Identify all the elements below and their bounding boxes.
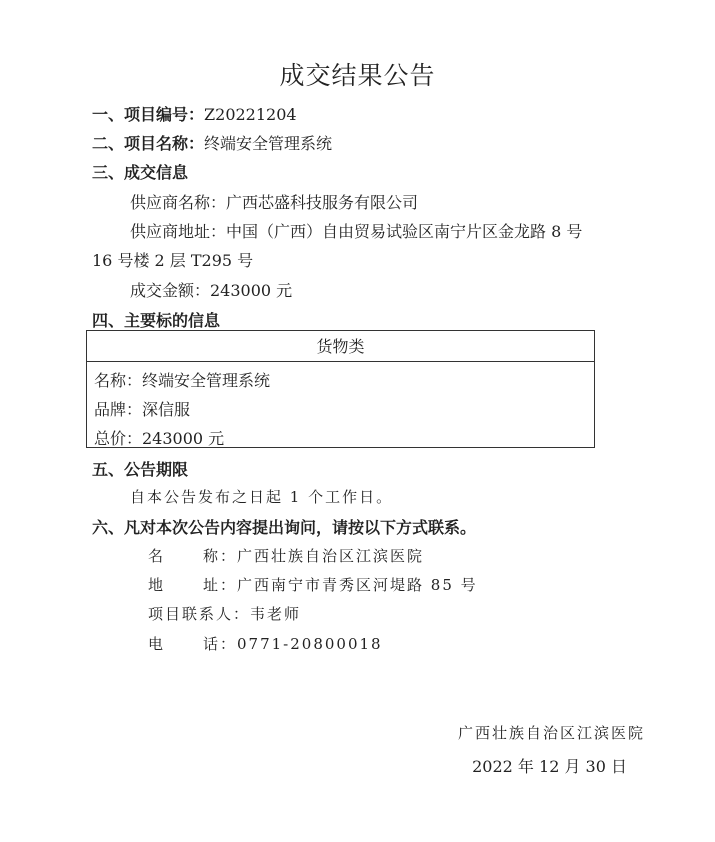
goods-table-header: 货物类	[87, 331, 594, 362]
page-title: 成交结果公告	[279, 61, 436, 90]
project-number-value: Z20221204	[204, 105, 297, 124]
goods-table	[86, 330, 595, 448]
supplier-address-line-1: 供应商地址：中国（广西）自由贸易试验区南宁片区金龙路 8 号	[130, 222, 583, 241]
contact-name-value: 称：广西壮族自治区江滨医院	[203, 547, 425, 565]
section-period: 五、公告期限	[92, 460, 189, 479]
project-name-value: 终端安全管理系统	[204, 134, 333, 153]
deal-amount: 成交金额：243000 元	[130, 281, 293, 300]
section-deal-info: 三、成交信息	[92, 163, 189, 182]
section-contact: 六、凡对本次公告内容提出询问，请按以下方式联系。	[92, 518, 477, 537]
signature-date: 2022 年 12 月 30 日	[472, 757, 627, 776]
goods-name-row: 名称：终端安全管理系统	[94, 371, 271, 390]
contact-phone-value: 话：0771-20800018	[203, 635, 383, 653]
contact-address-label: 地	[148, 576, 166, 594]
section-label: 二、项目名称：	[92, 134, 205, 153]
goods-brand-row: 品牌：深信服	[94, 400, 191, 419]
section-main-items: 四、主要标的信息	[92, 311, 221, 330]
section-project-number	[92, 102, 297, 125]
goods-total-row: 总价：243000 元	[94, 429, 225, 448]
supplier-name: 供应商名称：广西芯盛科技服务有限公司	[130, 193, 419, 212]
contact-person: 项目联系人：韦老师	[148, 605, 302, 623]
contact-address-value: 址：广西南宁市青秀区河堤路 85 号	[203, 576, 478, 594]
signature-organization: 广西壮族自治区江滨医院	[457, 724, 645, 742]
period-text: 自本公告发布之日起 1 个工作日。	[130, 488, 394, 506]
contact-name-label: 名	[148, 547, 166, 565]
section-project-name	[92, 131, 332, 154]
contact-phone-label: 电	[148, 635, 166, 653]
supplier-address-line-2: 16 号楼 2 层 T295 号	[92, 251, 254, 270]
section-label: 一、项目编号：	[92, 105, 205, 124]
